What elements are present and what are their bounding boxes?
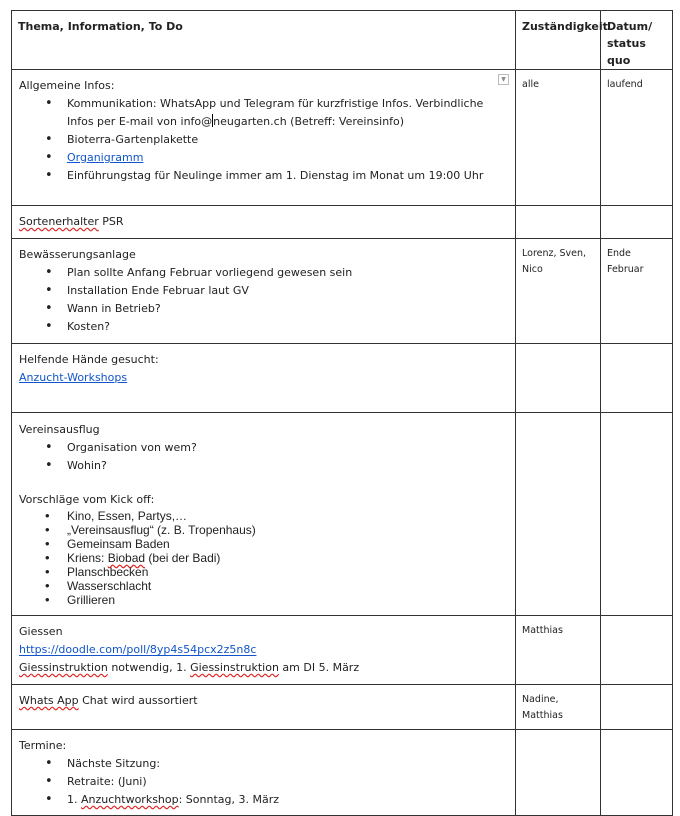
topic-cell[interactable]: Whats App Chat wird aussortiert (12, 685, 516, 730)
row-title: Bewässerungsanlage (19, 248, 136, 261)
list-item: • Nächste Sitzung: (19, 755, 508, 773)
list-item: • Kriens: Biobad (bei der Badi) (19, 551, 508, 565)
responsibility-cell[interactable]: Matthias (516, 616, 601, 685)
list-item: • Retraite: (Juni) (19, 773, 508, 791)
list-item: • Wasserschlacht (19, 579, 508, 593)
list-item: • Wann in Betrieb? (19, 300, 508, 318)
header-row (12, 11, 673, 70)
row-title: Helfende Hände gesucht: (19, 353, 159, 366)
row-ausflug (12, 413, 673, 616)
bullet-list (19, 755, 508, 809)
topic-cell[interactable] (12, 239, 516, 344)
topic-cell[interactable] (12, 413, 516, 616)
list-item: • Kosten? (19, 318, 508, 336)
topic-cell[interactable]: Sortenerhalter PSR (12, 206, 516, 239)
organigramm-link[interactable]: Organigramm (67, 151, 144, 164)
topic-cell[interactable] (12, 344, 516, 413)
responsibility-cell[interactable]: Lorenz, Sven, Nico (516, 239, 601, 344)
list-item: • Kommunikation: WhatsApp und Telegram für kurzfristige Infos. Verbindliche Infos per E-mail von info@neugarten.ch (Betreff: Vereinsinfo) (19, 95, 508, 131)
list-item (19, 149, 508, 167)
chevron-down-icon[interactable]: ▼ (498, 74, 509, 85)
status-cell[interactable] (601, 730, 673, 816)
status-cell[interactable]: laufend (601, 70, 673, 206)
header-responsibility: Zuständigkeit (516, 11, 601, 70)
topic-cell[interactable] (12, 730, 516, 816)
status-cell[interactable]: Ende Februar (601, 239, 673, 344)
list-item: • Wohin? (19, 457, 508, 475)
status-cell[interactable] (601, 344, 673, 413)
list-item: • 1. Anzuchtworkshop: Sonntag, 3. März (19, 791, 508, 809)
row-general-infos (12, 70, 673, 206)
status-cell[interactable] (601, 413, 673, 616)
list-item: • Planschbecken (19, 565, 508, 579)
responsibility-cell[interactable]: Nadine, Matthias (516, 685, 601, 730)
row-title: Termine: (19, 739, 67, 752)
header-topic: Thema, Information, To Do (12, 11, 516, 70)
responsibility-cell[interactable] (516, 344, 601, 413)
responsibility-cell[interactable] (516, 730, 601, 816)
bullet-list (19, 439, 508, 475)
status-cell[interactable] (601, 616, 673, 685)
list-item: • Organisation von wem? (19, 439, 508, 457)
status-cell[interactable] (601, 685, 673, 730)
giessen-note: Giessinstruktion notwendig, 1. Giessinstruktion am DI 5. März (19, 661, 360, 674)
list-item: • Installation Ende Februar laut GV (19, 282, 508, 300)
responsibility-cell[interactable] (516, 206, 601, 239)
row-title: Giessen (19, 625, 63, 638)
list-item: • Plan sollte Anfang Februar vorliegend gewesen sein (19, 264, 508, 282)
row-title: Vereinsausflug (19, 423, 100, 436)
row-helfende (12, 344, 673, 413)
status-cell[interactable] (601, 206, 673, 239)
row-sorten (12, 206, 673, 239)
row-bewaesserung (12, 239, 673, 344)
topic-cell[interactable] (12, 616, 516, 685)
misspelled-word: Sortenerhalter (19, 215, 99, 228)
proposals-title: Vorschläge vom Kick off: (19, 493, 155, 506)
list-item: • „Vereinsausflug“ (z. B. Tropenhaus) (19, 523, 508, 537)
header-date-status: Datum/ status quo (601, 11, 673, 70)
anzucht-workshops-link[interactable]: Anzucht-Workshops (19, 371, 128, 384)
bullet-list (19, 264, 508, 336)
agenda-table (11, 10, 673, 816)
list-item: • Bioterra-Gartenplakette (19, 131, 508, 149)
responsibility-cell[interactable]: alle (516, 70, 601, 206)
doodle-link[interactable]: https://doodle.com/poll/8yp4s54pcx2z5n8c (19, 643, 257, 656)
list-item: • Kino, Essen, Partys,… (19, 509, 508, 523)
row-giessen (12, 616, 673, 685)
row-title: Allgemeine Infos: (19, 79, 115, 92)
row-termine (12, 730, 673, 816)
topic-cell[interactable] (12, 70, 516, 206)
list-item: • Grillieren (19, 593, 508, 607)
list-item: • Gemeinsam Baden (19, 537, 508, 551)
responsibility-cell[interactable] (516, 413, 601, 616)
row-whatsapp (12, 685, 673, 730)
proposals-list (19, 509, 508, 607)
bullet-list (19, 95, 508, 185)
list-item: • Einführungstag für Neulinge immer am 1. Dienstag im Monat um 19:00 Uhr (19, 167, 508, 185)
